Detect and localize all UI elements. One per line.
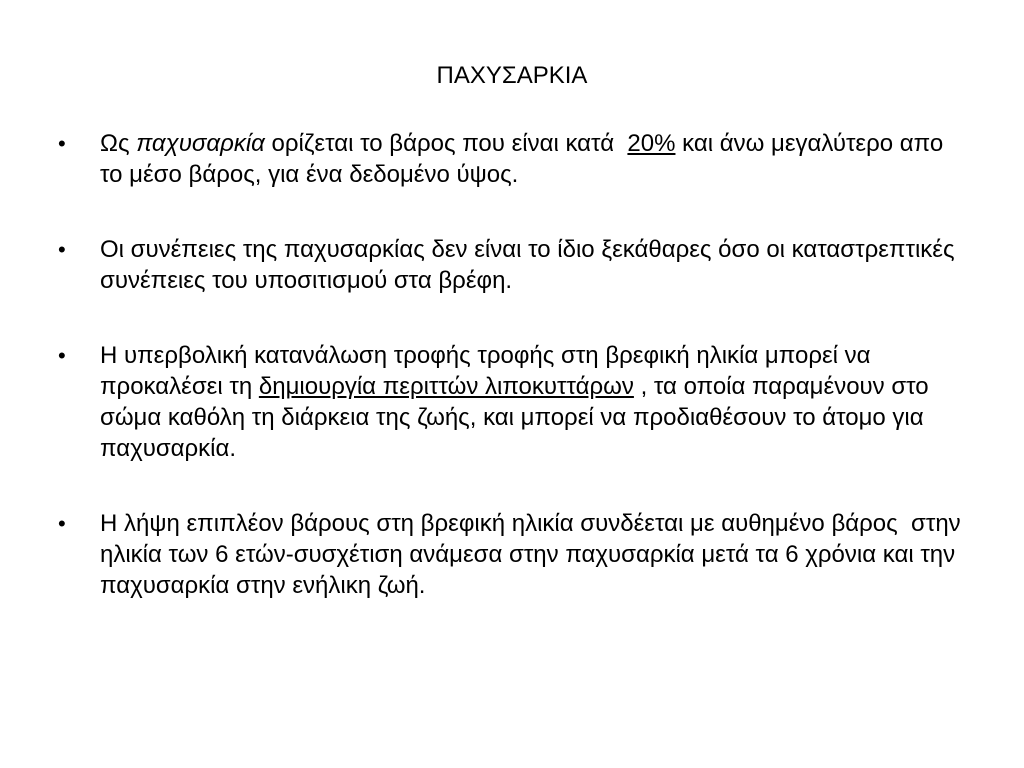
- bullet-item-definition: [58, 128, 968, 190]
- bullet-marker: •: [58, 511, 66, 536]
- text-segment: ορίζεται το βάρος που είναι κατά: [264, 130, 628, 157]
- text-segment: Ως: [100, 130, 137, 157]
- bullet-item-overeating: [58, 340, 968, 464]
- bullet-text: Οι συνέπειες της παχυσαρκίας δεν είναι το ίδιο ξεκάθαρες όσο οι καταστρεπτικές συνέπειες του υποσιτισμού στα βρέφη.: [100, 236, 955, 294]
- bullet-marker: •: [58, 343, 66, 368]
- bullet-text: [100, 342, 929, 462]
- bullet-item-consequences: [58, 234, 968, 296]
- underlined-percent: 20%: [627, 130, 676, 157]
- italic-term: παχυσαρκία: [136, 130, 265, 157]
- bullet-marker: •: [58, 237, 66, 262]
- text-segment: και άνω μεγαλύτερο απο το μέσο βάρος, για ένα δεδομένο ύψος.: [100, 130, 944, 188]
- bullet-item-weight-gain: [58, 508, 968, 601]
- bullet-text: [100, 130, 943, 188]
- underlined-phrase: δημιουργία περιττών λιποκυττάρων: [258, 373, 634, 400]
- text-segment: Η υπερβολική κατανάλωση τροφής τροφής στη βρεφική ηλικία μπορεί να προκαλέσει τη: [100, 342, 871, 400]
- text-segment: , τα οποία παραμένουν στο σώμα καθόλη τη διάρκεια της ζωής, και μπορεί να προδιαθέσουν το άτομο για παχυσαρκία.: [100, 373, 929, 462]
- bullet-marker: •: [58, 131, 66, 156]
- bullet-list: [58, 128, 968, 645]
- slide-title: ΠΑΧΥΣΑΡΚΙΑ: [436, 62, 588, 89]
- bullet-text: Η λήψη επιπλέον βάρους στη βρεφική ηλικία συνδέεται με αυθημένο βάρος στην ηλικία των 6 ετών-συσχέτιση ανάμεσα στην παχυσαρκία μετά τα 6 χρόνια και την παχυσαρκία στην ενήλικη ζωή.: [100, 510, 968, 599]
